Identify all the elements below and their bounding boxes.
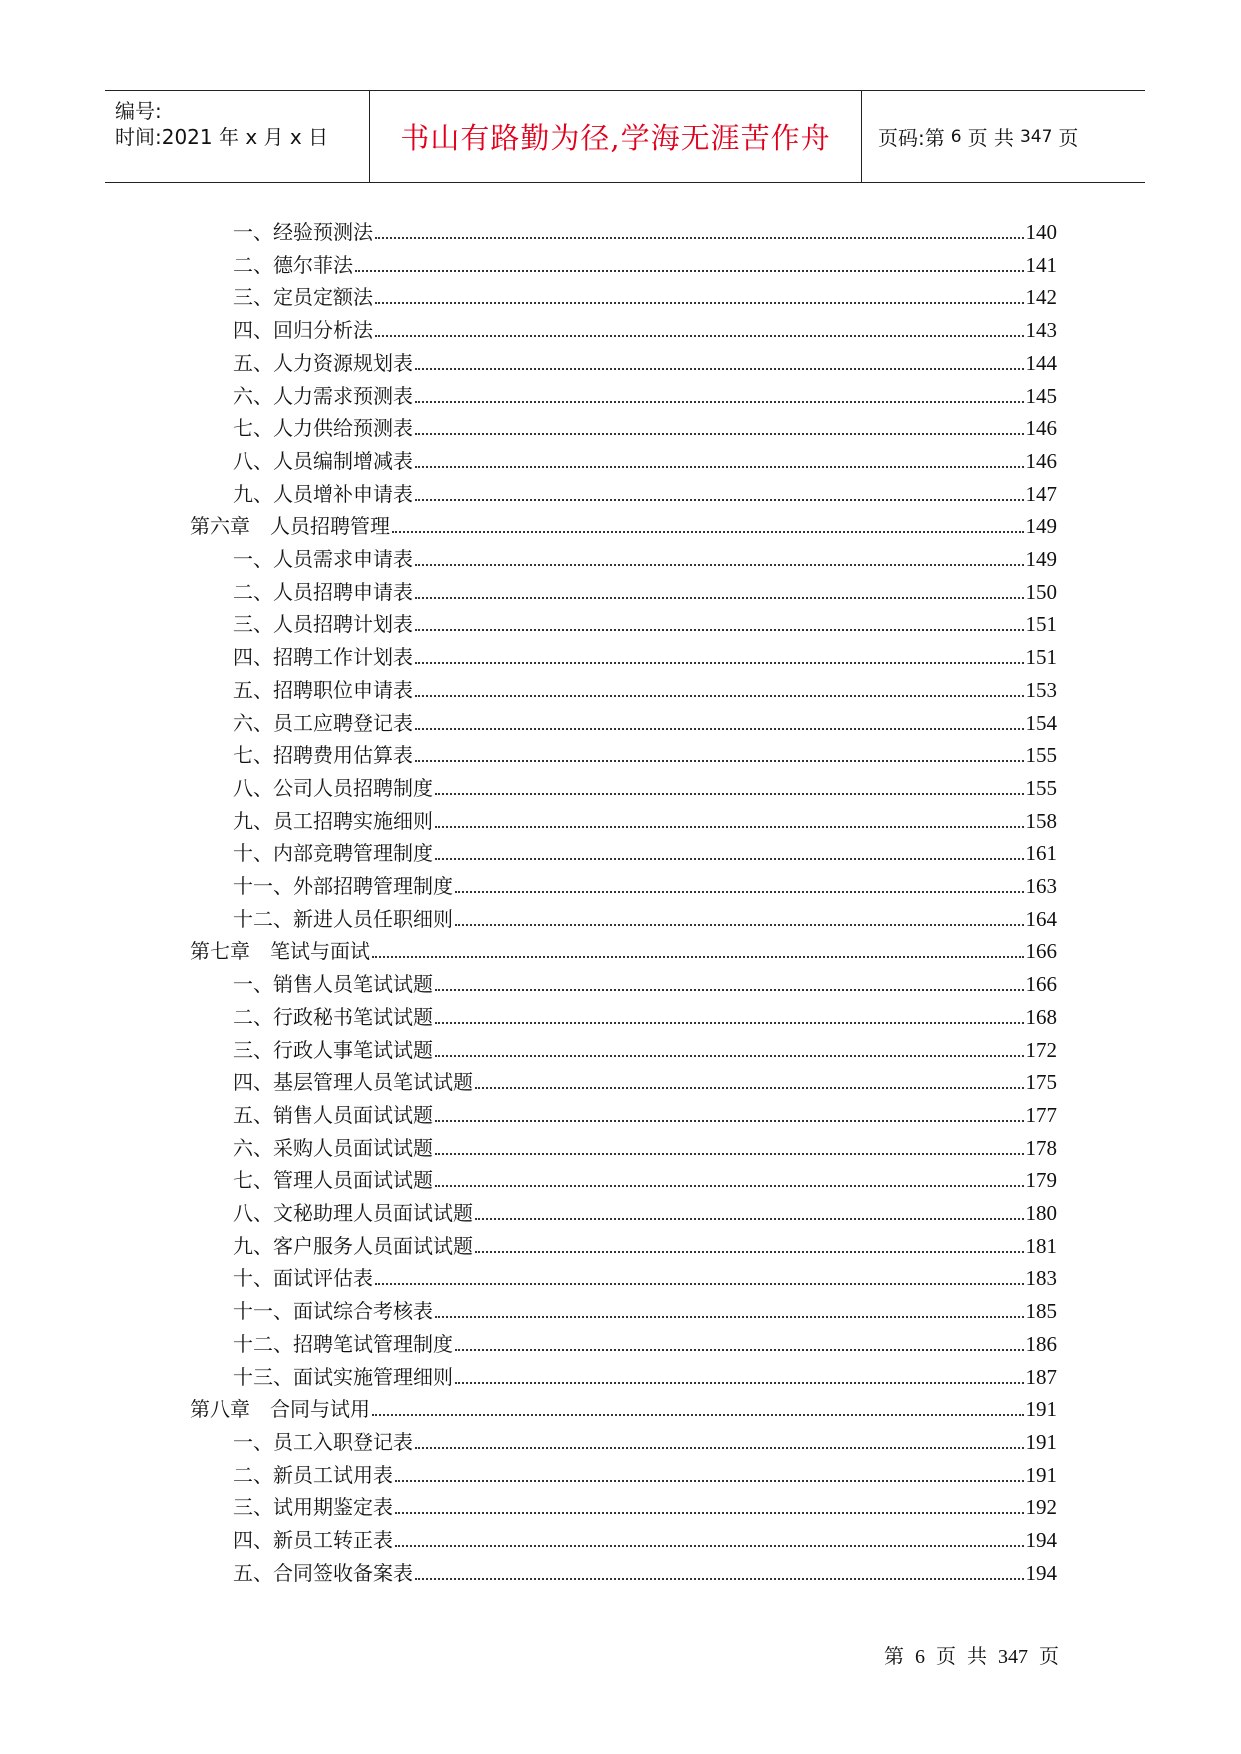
toc-section-entry[interactable]: [233, 1291, 1057, 1324]
toc-entry-label: 一、经验预测法: [233, 220, 373, 244]
document-time-label: 时间:2021 年 x 月 x 日: [115, 125, 329, 149]
toc-dot-leader: [415, 401, 1024, 403]
toc-entry-label: 二、人员招聘申请表: [233, 579, 413, 604]
toc-entry-label: 一、员工入职登记表: [233, 1429, 413, 1454]
toc-entry-label: 七、人力供给预测表: [233, 416, 413, 441]
toc-dot-leader: [355, 270, 1024, 272]
toc-entry-label: 五、合同签收备案表: [233, 1560, 413, 1585]
toc-dot-leader: [435, 1022, 1024, 1024]
toc-dot-leader: [435, 1185, 1024, 1187]
toc-entry-page: 179: [1025, 1168, 1057, 1193]
toc-section-entry[interactable]: [233, 376, 1057, 409]
toc-entry-page: 155: [1025, 775, 1057, 800]
toc-entry-label: 十三、面试实施管理细则: [233, 1364, 453, 1389]
toc-dot-leader: [435, 826, 1024, 828]
toc-entry-label: 二、新员工试用表: [233, 1462, 393, 1487]
toc-dot-leader: [372, 1414, 1024, 1416]
toc-dot-leader: [395, 1545, 1024, 1547]
toc-dot-leader: [415, 1578, 1024, 1580]
toc-entry-label: 六、采购人员面试试题: [233, 1135, 433, 1160]
toc-entry-label: 八、文秘助理人员面试试题: [233, 1201, 473, 1225]
toc-entry-page: 151: [1025, 645, 1057, 670]
toc-dot-leader: [395, 1512, 1024, 1514]
toc-section-entry[interactable]: [233, 1520, 1057, 1553]
toc-entry-page: 180: [1025, 1201, 1057, 1225]
toc-entry-page: 155: [1025, 743, 1057, 768]
toc-entry-label: 八、公司人员招聘制度: [233, 775, 433, 800]
toc-entry-label: 四、新员工转正表: [233, 1528, 393, 1552]
toc-entry-page: 141: [1025, 252, 1057, 277]
toc-entry-label: 十一、外部招聘管理制度: [233, 874, 453, 898]
toc-entry-page: 142: [1025, 285, 1057, 310]
toc-entry-page: 187: [1025, 1364, 1057, 1389]
toc-section-entry[interactable]: [233, 572, 1057, 605]
toc-dot-leader: [435, 858, 1024, 860]
toc-section-entry[interactable]: [233, 1128, 1057, 1161]
toc-section-entry[interactable]: [233, 441, 1057, 474]
toc-entry-label: 四、基层管理人员笔试试题: [233, 1070, 473, 1095]
toc-dot-leader: [435, 1055, 1024, 1057]
toc-section-entry[interactable]: [233, 735, 1057, 768]
toc-section-entry[interactable]: [233, 997, 1057, 1030]
toc-entry-page: 145: [1025, 383, 1057, 408]
toc-section-entry[interactable]: [233, 539, 1057, 572]
toc-dot-leader: [415, 760, 1024, 762]
toc-dot-leader: [455, 924, 1024, 926]
toc-dot-leader: [435, 1120, 1024, 1122]
toc-section-entry[interactable]: [233, 1553, 1057, 1586]
toc-dot-leader: [392, 531, 1024, 533]
toc-dot-leader: [415, 1447, 1024, 1449]
toc-dot-leader: [415, 466, 1024, 468]
toc-entry-page: 153: [1025, 677, 1057, 702]
toc-entry-page: 186: [1025, 1331, 1057, 1356]
toc-entry-label: 四、招聘工作计划表: [233, 645, 413, 670]
toc-dot-leader: [415, 433, 1024, 435]
toc-entry-label: 七、招聘费用估算表: [233, 743, 413, 768]
toc-section-entry[interactable]: [233, 474, 1057, 507]
toc-entry-page: 191: [1025, 1397, 1057, 1422]
toc-section-entry[interactable]: [233, 1160, 1057, 1193]
toc-chapter-entry[interactable]: [190, 1389, 1057, 1422]
toc-section-entry[interactable]: [233, 833, 1057, 866]
toc-entry-page: 158: [1025, 808, 1057, 833]
toc-entry-label: 第八章 合同与试用: [190, 1397, 370, 1422]
toc-entry-label: 五、招聘职位申请表: [233, 677, 413, 702]
toc-section-entry[interactable]: [233, 245, 1057, 278]
toc-section-entry[interactable]: [233, 212, 1057, 245]
toc-entry-page: 166: [1025, 972, 1057, 997]
toc-chapter-entry[interactable]: [190, 931, 1057, 964]
toc-section-entry[interactable]: [233, 1422, 1057, 1455]
toc-entry-page: 150: [1025, 579, 1057, 604]
toc-entry-label: 十二、招聘笔试管理制度: [233, 1331, 453, 1356]
toc-dot-leader: [435, 989, 1024, 991]
toc-entry-label: 六、人力需求预测表: [233, 383, 413, 408]
toc-entry-label: 九、员工招聘实施细则: [233, 808, 433, 833]
toc-dot-leader: [475, 1087, 1024, 1089]
toc-section-entry[interactable]: [233, 408, 1057, 441]
toc-dot-leader: [455, 1349, 1024, 1351]
toc-section-entry[interactable]: [233, 801, 1057, 834]
toc-entry-page: 191: [1025, 1429, 1057, 1454]
toc-section-entry[interactable]: [233, 604, 1057, 637]
toc-section-entry[interactable]: [233, 703, 1057, 736]
toc-entry-page: 161: [1025, 841, 1057, 866]
toc-section-entry[interactable]: [233, 1324, 1057, 1357]
toc-entry-page: 185: [1025, 1299, 1057, 1324]
toc-entry-label: 一、销售人员笔试试题: [233, 972, 433, 997]
toc-entry-label: 五、销售人员面试试题: [233, 1102, 433, 1127]
toc-dot-leader: [375, 237, 1024, 239]
toc-section-entry[interactable]: [233, 1487, 1057, 1520]
toc-entry-label: 四、回归分析法: [233, 318, 373, 343]
toc-entry-label: 五、人力资源规划表: [233, 350, 413, 375]
toc-section-entry[interactable]: [233, 1258, 1057, 1291]
toc-dot-leader: [475, 1251, 1024, 1253]
toc-entry-page: 181: [1025, 1233, 1057, 1258]
header-meta-cell: [105, 91, 370, 182]
toc-entry-label: 十、面试评估表: [233, 1266, 373, 1291]
toc-entry-page: 154: [1025, 710, 1057, 735]
toc-entry-page: 172: [1025, 1037, 1057, 1062]
header-page-current: 6: [950, 126, 962, 147]
header-page-cell: [862, 91, 1145, 182]
toc-entry-page: 144: [1025, 350, 1057, 375]
toc-entry-label: 三、行政人事笔试试题: [233, 1037, 433, 1062]
toc-entry-page: 194: [1025, 1560, 1057, 1585]
toc-dot-leader: [455, 1382, 1024, 1384]
toc-entry-label: 八、人员编制增减表: [233, 448, 413, 473]
toc-chapter-entry[interactable]: [190, 506, 1057, 539]
toc-entry-page: 183: [1025, 1266, 1057, 1291]
toc-section-entry[interactable]: [233, 1062, 1057, 1095]
page-header: [105, 90, 1145, 183]
toc-section-entry[interactable]: [233, 1226, 1057, 1259]
toc-dot-leader: [415, 597, 1024, 599]
toc-entry-page: 175: [1025, 1070, 1057, 1095]
toc-dot-leader: [415, 368, 1024, 370]
toc-entry-page: 191: [1025, 1462, 1057, 1487]
toc-dot-leader: [375, 1283, 1024, 1285]
toc-dot-leader: [415, 662, 1024, 664]
toc-entry-label: 三、人员招聘计划表: [233, 612, 413, 637]
toc-dot-leader: [415, 629, 1024, 631]
toc-entry-label: 七、管理人员面试试题: [233, 1168, 433, 1193]
toc-entry-page: 151: [1025, 612, 1057, 637]
toc-dot-leader: [475, 1218, 1024, 1220]
toc-dot-leader: [415, 564, 1024, 566]
toc-entry-label: 三、定员定额法: [233, 285, 373, 310]
toc-dot-leader: [415, 499, 1024, 501]
document-number-label: 编号:: [115, 99, 162, 123]
toc-entry-label: 九、人员增补申请表: [233, 481, 413, 506]
toc-entry-page: 163: [1025, 874, 1057, 898]
toc-entry-label: 第六章 人员招聘管理: [190, 514, 390, 539]
header-motto: 书山有路勤为径,学海无涯苦作舟: [400, 121, 831, 155]
toc-entry-page: 140: [1025, 220, 1057, 244]
toc-dot-leader: [375, 302, 1024, 304]
header-page-prefix: 页码:第: [878, 126, 945, 150]
toc-section-entry[interactable]: [233, 310, 1057, 343]
toc-section-entry[interactable]: [233, 1357, 1057, 1390]
header-page-total: 347: [1019, 126, 1053, 147]
toc-entry-page: 194: [1025, 1528, 1057, 1552]
toc-entry-page: 147: [1025, 481, 1057, 506]
toc-entry-page: 168: [1025, 1004, 1057, 1029]
toc-section-entry[interactable]: [233, 1095, 1057, 1128]
toc-section-entry[interactable]: [233, 637, 1057, 670]
toc-entry-page: 146: [1025, 448, 1057, 473]
header-page-mid: 页 共: [967, 126, 1014, 150]
toc-section-entry[interactable]: [233, 277, 1057, 310]
toc-dot-leader: [395, 1480, 1024, 1482]
toc-section-entry[interactable]: [233, 1455, 1057, 1488]
toc-entry-page: 192: [1025, 1495, 1057, 1520]
toc-section-entry[interactable]: [233, 670, 1057, 703]
toc-dot-leader: [455, 891, 1024, 893]
toc-entry-label: 十一、面试综合考核表: [233, 1299, 433, 1324]
toc-entry-page: 164: [1025, 906, 1057, 931]
toc-entry-label: 一、人员需求申请表: [233, 547, 413, 571]
toc-dot-leader: [372, 956, 1024, 958]
page-footer: 第 6 页 共 347 页: [884, 1646, 1059, 1668]
toc-dot-leader: [415, 728, 1024, 730]
toc-entry-label: 六、员工应聘登记表: [233, 710, 413, 735]
toc-entry-label: 十二、新进人员任职细则: [233, 906, 453, 931]
toc-entry-page: 166: [1025, 939, 1057, 964]
toc-entry-page: 143: [1025, 318, 1057, 343]
toc-entry-page: 149: [1025, 514, 1057, 539]
header-page-suffix: 页: [1058, 126, 1079, 150]
toc-entry-label: 十、内部竞聘管理制度: [233, 841, 433, 866]
toc-entry-page: 178: [1025, 1135, 1057, 1160]
header-motto-cell: [370, 91, 862, 182]
toc-section-entry[interactable]: [233, 899, 1057, 932]
toc-entry-label: 第七章 笔试与面试: [190, 939, 370, 964]
toc-section-entry[interactable]: [233, 1193, 1057, 1226]
toc-dot-leader: [435, 793, 1024, 795]
toc-dot-leader: [375, 335, 1024, 337]
toc-entry-label: 二、行政秘书笔试试题: [233, 1004, 433, 1029]
toc-entry-label: 二、德尔菲法: [233, 252, 353, 277]
toc-section-entry[interactable]: [233, 964, 1057, 997]
toc-dot-leader: [435, 1153, 1024, 1155]
toc-dot-leader: [415, 695, 1024, 697]
toc-entry-page: 146: [1025, 416, 1057, 441]
toc-entry-page: 149: [1025, 547, 1057, 571]
toc-section-entry[interactable]: [233, 768, 1057, 801]
toc-section-entry[interactable]: [233, 343, 1057, 376]
toc-section-entry[interactable]: [233, 866, 1057, 899]
toc-entry-label: 三、试用期鉴定表: [233, 1495, 393, 1520]
toc-entry-label: 九、客户服务人员面试试题: [233, 1233, 473, 1258]
toc-section-entry[interactable]: [233, 1030, 1057, 1063]
toc-entry-page: 177: [1025, 1102, 1057, 1127]
toc-dot-leader: [435, 1316, 1024, 1318]
